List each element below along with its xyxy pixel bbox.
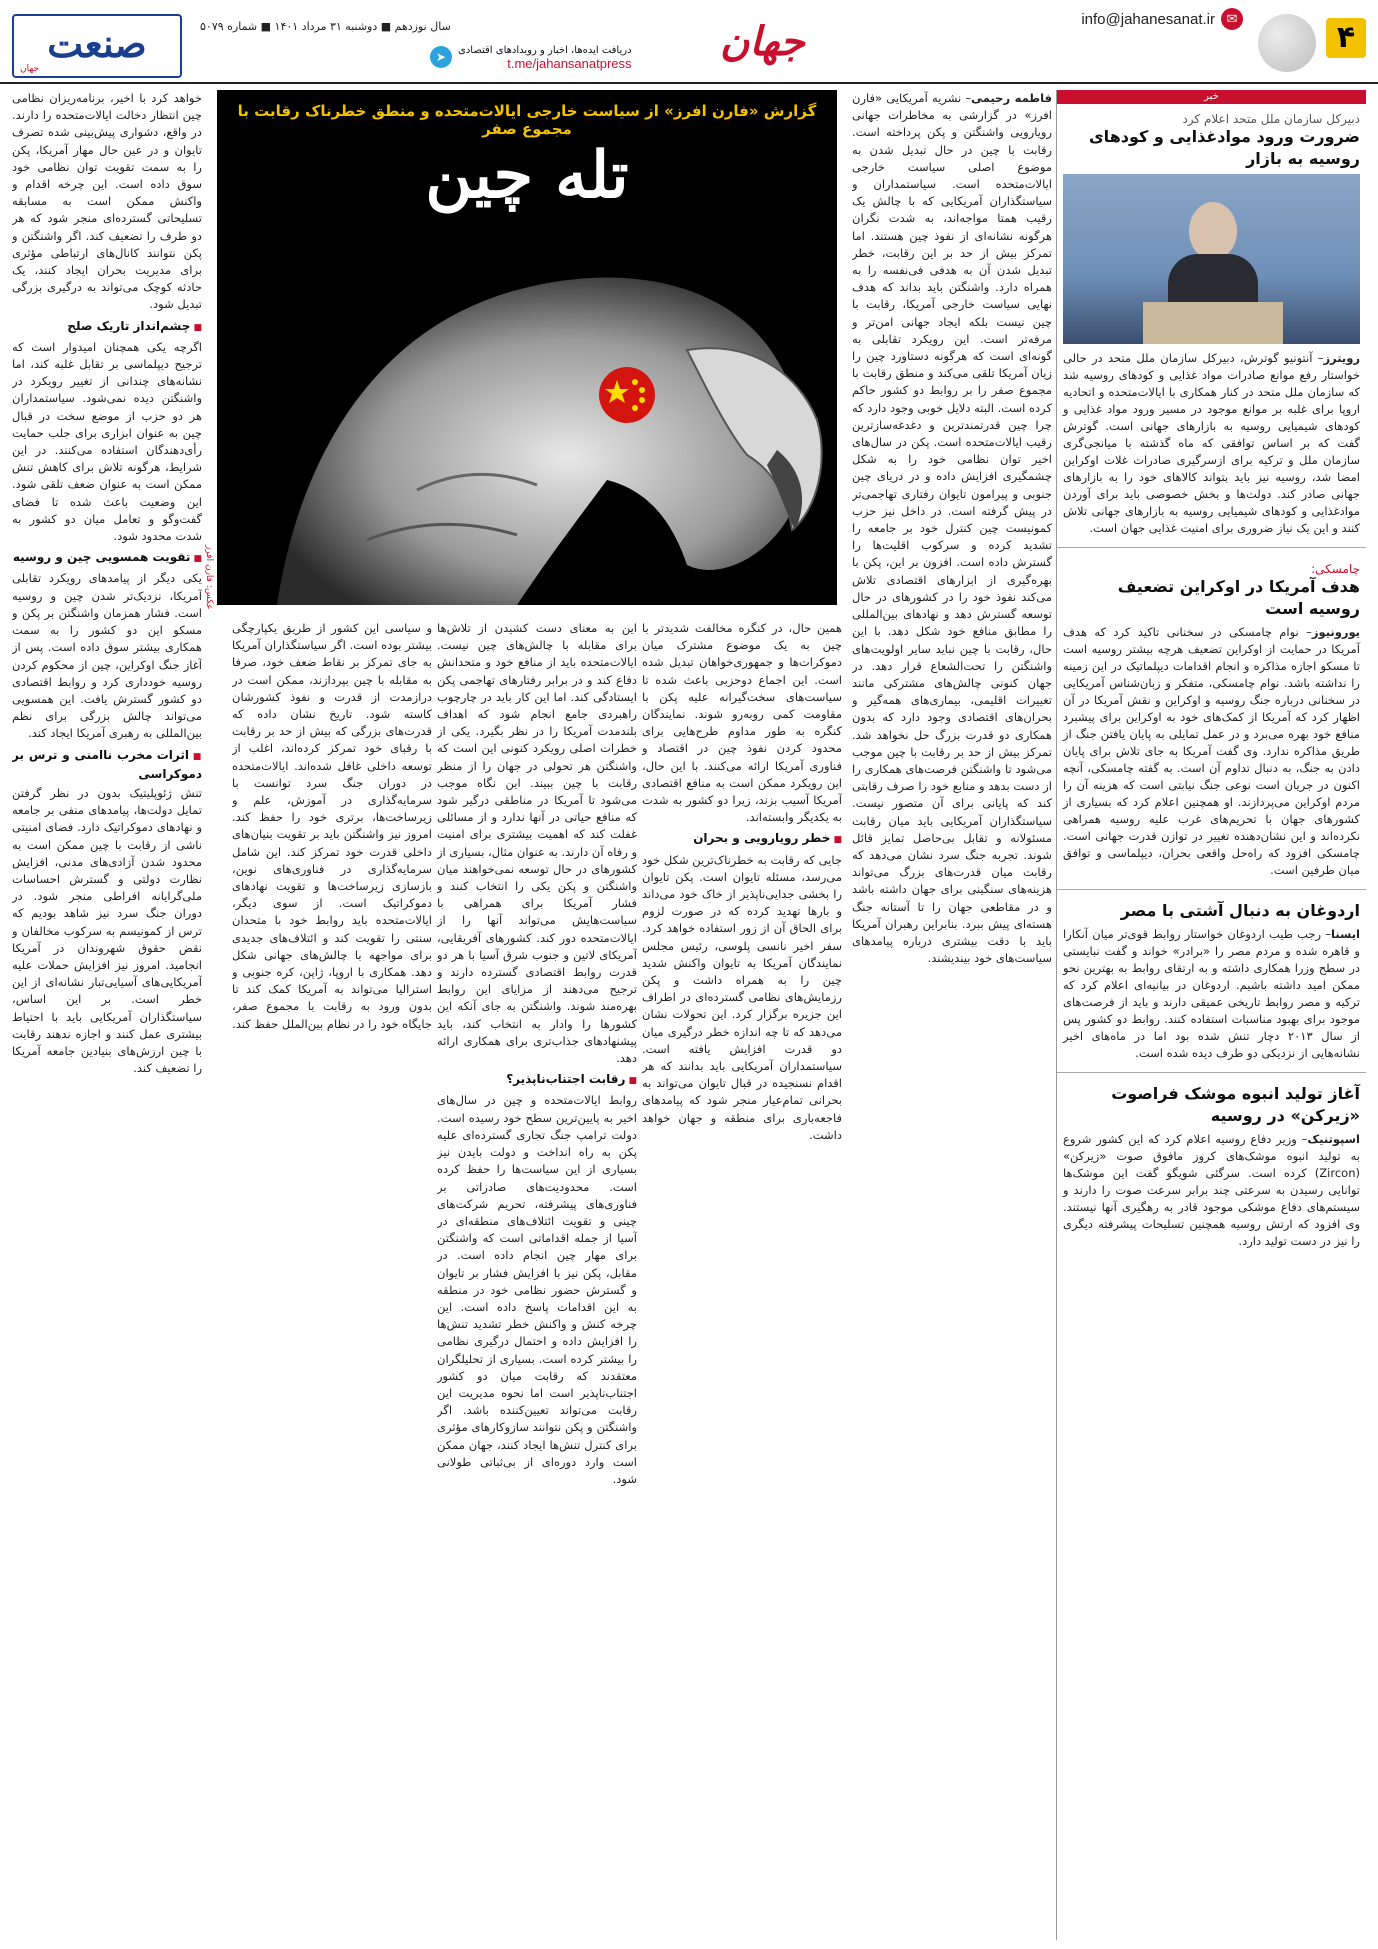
telegram-caption: دریافت ایده‌ها، اخبار و رویدادهای اقتصادی	[458, 45, 632, 56]
story-kicker: دبیرکل سازمان ملل متحد اعلام کرد	[1182, 112, 1360, 126]
column-text: این به معنای دست کشیدن از تلاش‌ها برای مقابله با چالش‌های چین نیست. ایالات‌متحده باید از منافع خود و متحدانش دفاع کند و در برابر رفتارهای تهاجمی پکن ایستادگی کند. اما این کار باید در چارچوب راهبردی جامع انجام شود که اهداف بلندمدت آمریکا را در نظر بگیرد. یکی از خطرات اصلی رویکرد کنونی این است که واشنگتن هر تحولی در جهان را از منظر رقابت با چین ببیند. این نگاه موجب می‌شود تا آمریکا در مناطقی درگیر شود که منافع حیاتی در آنها ندارد و از مسائلی غفلت کند که اهمیت بیشتری برای امنیت و رفاه آن دارند. به عنوان مثال، بسیاری از کشورهای در حال توسعه نمی‌خواهند میان واشنگتن و پکن یکی را انتخاب کنند و فشار آمریکا برای همراهی با سیاست‌هایش می‌تواند آنها را از ایالات‌متحده دور کند. کشورهای آفریقایی، آمریکای لاتین و جنوب شرق آسیا با هر دو قدرت روابط اقتصادی گسترده دارند و ترجیح می‌دهند از مزایای این روابط بهره‌مند شوند. واشنگتن به جای آنکه این کشورها را وادار به انتخاب کند، باید پیشنهادهای جذاب‌تری برای همکاری ارائه دهد.	[437, 621, 637, 1066]
story-title: اردوغان به دنبال آشتی با مصر	[1120, 901, 1360, 920]
guterres-photo	[1063, 174, 1360, 344]
story-kicker: چامسکی:	[1311, 562, 1360, 576]
story-body	[1063, 624, 1360, 879]
page-header	[0, 0, 1378, 84]
red-eye	[599, 367, 655, 423]
story-text: – وزیر دفاع روسیه اعلام کرد که این کشور شروع به تولید انبوه موشک‌های کروز مافوق صوت «زیرکن» (Zircon) کرده است. سرگئی شویگو گفت این موشک‌ها توانایی رسیدن به سرعتی چند برابر سرعت صوت را دارند و سیستم‌های دفاع موشکی موجود قادر به رهگیری آنها نیستند. وی افزود که ارتش روسیه همچنین تسلیحات پیشرفته دیگری را نیز در دست تولید دارد.	[1063, 1132, 1360, 1248]
story-title: هدف آمریکا در اوکراین تضعیف روسیه است	[1117, 577, 1360, 618]
article-column-2	[437, 620, 637, 1850]
column-text: – نشریه آمریکایی «فارن افرز» در گزارشی به مخاطرات جهانی رویارویی واشنگتن و پکن پرداخته است. رقابت با چین در حال تبدیل شدن به موضوع اصلی سیاست خارجی ایالات‌متحده است. سیاستمداران و سیاستگذاران آمریکایی که با چالش یک رقیب همتا مواجه‌اند، به شدت نگران هرگونه نشانه‌ای از نفوذ چین هستند. اما تمرکز بیش از حد بر این رقابت، خطر تبدیل شدن آن به هدفی فی‌نفسه را به همراه دارد. واشنگتن باید بداند که هدف نهایی سیاست خارجی آمریکا، رقابت با چین نیست بلکه ایجاد جهانی امن‌تر و مرفه‌تر است. این رویکرد تقابلی به گونه‌ای است که هرگونه دستاورد چین را زیان آمریکا تلقی می‌کند و منطق رقابت با مجموع صفر را بر روابط دو کشور حاکم کرده است. البته دلایل خوبی وجود دارد که چرا چین قدرتمندترین و دغدغه‌ساز‌ترین رقیب ایالات‌متحده است. پکن در سال‌های اخیر توان نظامی خود را به شکل چشمگیری افزایش داده و در دریای چین جنوبی و پیرامون تایوان رفتاری تهاجمی‌تر در پیش گرفته است. در داخل نیز حزب کمونیست چین کنترل خود بر جامعه را تشدید کرده و سرکوب اقلیت‌ها را گسترش داده است. افزون بر این، پکن با بهره‌گیری از ابزارهای اقتصادی تلاش می‌کند نفوذ خود را در کشورهای در حال توسعه گسترش دهد و نهادهای بین‌المللی را مطابق منافع خود شکل دهد. با این حال، رقابت با چین نباید سایر اولویت‌های واشنگتن را تحت‌الشعاع قرار دهد.	[852, 91, 1052, 673]
subheading: ■ اثرات مخرب ناامنی و ترس بر دموکراسی	[12, 747, 202, 783]
news-story-erdogan	[1057, 896, 1366, 1066]
column-text: اگرچه یکی همچنان امیدوار است که ترجیح دیپلماسی بر تقابل غلبه کند، اما نشانه‌های چندانی از تغییر رویکرد در واشنگتن دیده نمی‌شود. سیاستمداران هر دو حزب از موضع سخت در قبال چین به عنوان ابزاری برای جلب حمایت رأی‌دهندگان استفاده می‌کنند. در این شرایط، هرگونه تلاش برای کاهش تنش ممکن است به عنوان ضعف تلقی شود. این وضعیت باعث شده تا فضای گفت‌وگو و تعامل میان دو کشور به شدت محدود شود.	[12, 339, 202, 544]
spacer	[217, 620, 227, 630]
story-body	[1063, 1131, 1360, 1250]
subheading: ■ تقویت همسویی چین و روسیه	[12, 549, 202, 568]
article-column-1	[852, 90, 1052, 1850]
envelope-icon: ✉	[1221, 8, 1243, 30]
column-text: خواهد کرد با اخیر، برنامه‌ریزان نظامی چین انتظار دخالت ایالات‌متحده را دارند. در واقع، دشواری پیش‌بینی شده تصرف تایوان و در عین حال مهار آمریکا، پکن را به سمت تقویت توان نظامی خود سوق داده است. این چرخه اقدام و واکنش ممکن است به مسابقه تسلیحاتی گسترده‌ای منجر شود که هر دو طرف را تضعیف کند. اگر واشنگتن و پکن نتوانند کانال‌های ارتباطی مؤثری برای مدیریت بحران ایجاد کنند، یک حادثه کوچک می‌تواند به درگیری بزرگی تبدیل شود.	[12, 91, 202, 312]
hero-image	[217, 90, 837, 605]
story-source: اسپوتنیک	[1307, 1132, 1360, 1146]
subheading: ■ خطر رویارویی و بحران	[642, 830, 842, 849]
story-body	[1063, 350, 1360, 537]
article-supertitle: گزارش «فارن افرز» از سیاست خارجی ایالات‌متحده و منطق خطرناک رقابت با مجموع صفر	[237, 102, 817, 138]
logo-text: صنعت	[47, 21, 147, 66]
story-text: – رجب طیب اردوغان خواستار روابط قوی‌تر میان آنکارا و قاهره شده و مردم مصر را «برادر» خواند و گفت نبایستی در سطح وزرا همکاری داشته و به ارتقای روابط به بهترین نحو ممکن امید داشته باشیم. اردوغان در بیانیه‌ای اعلام کرد که ترکیه و مصر روابط تاریخی عمیقی دارند و باید از فرصت‌های موجود برای بهبود مناسبات استفاده کنند. روابط دو کشور پس از سال ۲۰۱۳ دچار تنش شده بود اما در ماه‌های اخیر نشانه‌هایی از نزدیکی دو طرف دیده شده است.	[1063, 927, 1360, 1060]
news-story-un	[1057, 104, 1366, 541]
news-story-zircon	[1057, 1079, 1366, 1254]
column-text: همین حال، در کنگره مخالفت شدیدتر با چین به یک موضوع مشترک میان دموکرات‌ها و جمهوری‌خواهان تبدیل شده است. این اجماع دوحزبی باعث شده تا سیاست‌های سخت‌گیرانه علیه پکن با مقاومت کمی روبه‌رو شوند. نمایندگان کنگره به طور مداوم طرح‌هایی برای محدود کردن نفوذ چین در اقتصاد و فناوری آمریکا ارائه می‌کنند. با این حال، این رویکرد ممکن است به منافع اقتصادی آمریکا آسیب بزند، زیرا دو کشور به شدت به یکدیگر وابسته‌اند.	[642, 621, 842, 825]
news-label: خبر	[1057, 90, 1366, 104]
story-text: – آنتونیو گوترش، دبیرکل سازمان ملل متحد در حالی خواستار رفع موانع صادرات مواد غذایی و کودهای روسیه شد که سازمان ملل متحد در کنار همکاری با ایالات‌متحده و اتحادیه اروپا برای غلبه بر موانع موجود در مسیر ورود مواد غذایی و کودهای شیمیایی روسیه به بازارهای جهانی است. گوترش گفت که بر اساس توافقی که ماه گذشته با میانجی‌گری سازمان ملل و ترکیه برای ازسرگیری صادرات غلات اوکراین امضا شد، روسیه نیز باید بتواند کالاهای خود را به بازارهای جهانی صادر کند. دولت‌ها و بخش خصوصی باید برای آوردن موادغذایی و کودهای شیمیایی روسیه به بازارهای جهانی تلاش کنند و این یک نیاز ضروری برای امنیت غذایی جهان است.	[1063, 351, 1360, 535]
news-sidebar	[1056, 90, 1366, 1940]
story-body	[1063, 926, 1360, 1062]
column-text: یکی دیگر از پیامدهای رویکرد تقابلی آمریکا، نزدیک‌تر شدن چین و روسیه است. فشار همزمان واشنگتن بر پکن و مسکو این دو کشور را به سمت همکاری بیشتر سوق داده است. پس از آغاز جنگ اوکراین، چین از محکوم کردن روسیه خودداری کرد و روابط اقتصادی دو کشور گسترش یافت. این همسویی می‌تواند چالش بزرگی برای نظم بین‌المللی به رهبری آمریکا ایجاد کند.	[12, 571, 202, 741]
article-byline: فاطمه رحیمی	[971, 91, 1052, 105]
divider	[1057, 1072, 1366, 1073]
column-text: روابط ایالات‌متحده و چین در سال‌های اخیر به پایین‌ترین سطح خود رسیده است. دولت ترامپ جنگ تجاری گسترده‌ای علیه پکن به راه انداخت و دولت بایدن نیز بسیاری از این سیاست‌ها را حفظ کرده است. محدودیت‌های صادراتی بر فناوری‌های پیشرفته، تحریم شرکت‌های چینی و تقویت ائتلاف‌های منطقه‌ای در آسیا از جمله اقداماتی است که واشنگتن برای مهار چین انجام داده است. در مقابل، پکن نیز با افزایش فشار بر تایوان و گسترش حضور نظامی خود در منطقه به این اقدامات پاسخ داده است. این چرخه کنش و واکنش خطر تشدید تنش‌ها را افزایش داده و احتمال درگیری نظامی را بیشتر کرده است. بسیاری از تحلیلگران معتقدند که رقابت میان دو کشور اجتناب‌ناپذیر است اما نحوه مدیریت این رقابت می‌تواند تعیین‌کننده باشد. اگر واشنگتن و پکن نتوانند سازوکارهای مؤثری برای کنترل تنش‌ها ایجاد کنند، جهان ممکن است وارد دوره‌ای از بی‌ثباتی طولانی شود.	[437, 1093, 637, 1486]
issue-info: سال نوزدهم ■ دوشنبه ۳۱ مرداد ۱۴۰۱ ■ شماره ۵۰۷۹	[200, 20, 451, 33]
podium-shape	[1143, 302, 1283, 344]
email-text[interactable]: info@jahanesanat.ir	[1081, 10, 1215, 28]
telegram-promo[interactable]	[430, 44, 632, 70]
divider	[1057, 547, 1366, 548]
globe-icon	[1258, 14, 1316, 72]
email-contact[interactable]	[1081, 8, 1243, 30]
article-column-6	[12, 90, 202, 1850]
story-source: ایسنا	[1331, 927, 1360, 941]
page-number: ۴	[1326, 18, 1366, 58]
article-column-4	[642, 620, 842, 1850]
telegram-link[interactable]: t.me/jahansanatpress	[507, 56, 632, 71]
story-source: رویترز	[1323, 351, 1360, 365]
column-text: تنش ژئوپلیتیک بدون در نظر گرفتن تمایل دولت‌ها، پیامدهای منفی بر جامعه و نهادهای دموکراتیک دارد. فضای امنیتی ناشی از رقابت با چین ممکن است به محدود شدن آزادی‌های مدنی، افزایش نظارت دولتی و گسترش احساسات ملی‌گرایانه افراطی منجر شود. در دوران جنگ سرد نیز شاهد بودیم که ترس از کمونیسم به سرکوب مخالفان و نقض حقوق شهروندان در آمریکا انجامید. امروز نیز افزایش حملات علیه آمریکایی‌های آسیایی‌تبار نشانه‌ای از این خطر است. بر این اساس، سیاستگذاران آمریکایی باید با احتیاط بیشتری عمل کنند و اجازه ندهند رقابت با چین ارزش‌های بنیادین جامعه آمریکا را تضعیف کند.	[12, 785, 202, 1076]
story-source: یورونیوز	[1311, 625, 1360, 639]
news-story-chomsky	[1057, 554, 1366, 883]
article-column-3	[232, 620, 432, 1850]
subheading: ■ چشم‌انداز تاریک صلح	[12, 318, 202, 337]
logo-subtext: جهان	[20, 64, 40, 74]
newspaper-logo	[12, 14, 182, 78]
column-text: و سیاسی این کشور از طریق یکپارچگی بیشتر بوده است. اگر سیاستگذاران آمریکا به جای تمرکز بر نقاط ضعف خود، صرفا به مقابله با چین بپردازند، ممکن است در درازمدت از قدرت و نفوذ کشورشان کاسته شود. تاریخ نشان داده که قدرت‌های بزرگی که بیش از حد بر رقابت با رقبای خود تمرکز کرده‌اند، اغلب از توسعه داخلی غافل شده‌اند. ایالات‌متحده در دوران جنگ سرد توانست با سرمایه‌گذاری در آموزش، علم و زیرساخت‌ها، برتری خود را حفظ کند. امروز نیز واشنگتن باید بر تقویت بنیان‌های داخلی قدرت خود تمرکز کند. این شامل سرمایه‌گذاری در فناوری‌های نوین، بازسازی زیرساخت‌ها و تقویت نهادهای دموکراتیک است. از سوی دیگر، ایالات‌متحده باید روابط خود با متحدان سنتی را تقویت کند و ائتلاف‌های جدیدی برای مواجهه با چالش‌های جهانی شکل دهد. همکاری با اروپا، ژاپن، کره جنوبی و استرالیا می‌تواند به آمریکا کمک کند تا بدون ورود به رقابت با مجموع صفر، جایگاه خود را در نظام بین‌الملل حفظ کند.	[232, 621, 432, 1031]
column-text: جایی که رقابت به خطرناک‌ترین شکل خود می‌رسد، مسئله تایوان است. پکن تایوان را بخشی جدایی‌ناپذیر از خاک خود می‌داند و بارها تهدید کرده که در صورت لزوم برای الحاق آن از زور استفاده خواهد کرد. سفر اخیر نانسی پلوسی، رئیس مجلس نمایندگان آمریکا به تایوان واکنش شدید چین را به همراه داشت و پکن رزمایش‌های نظامی گسترده‌ای در اطراف این جزیره برگزار کرد. این تحولات نشان می‌دهد که تا چه اندازه خطر درگیری میان دو قدرت افزایش یافته است. سیاستمداران آمریکایی باید بدانند که هر اقدام نسنجیده در قبال تایوان می‌تواند به بحرانی تمام‌عیار منجر شود که پیامدهای فاجعه‌باری برای منطقه و جهان خواهد داشت.	[642, 852, 842, 1142]
subheading: ■ رقابت اجتناب‌ناپذیر؟	[437, 1071, 637, 1090]
section-title: جهان	[720, 18, 805, 65]
photo-credit: عکس: فارن افرز	[204, 545, 214, 610]
column-text: در جهان کنونی چالش‌های مشترکی مانند تغییرات اقلیمی، بیماری‌های همه‌گیر و بحران‌های اقتصادی وجود دارد که بدون همکاری دو قدرت بزرگ حل نخواهد شد. تمرکز بیش از حد بر رقابت با چین موجب می‌شود تا واشنگتن فرصت‌های همکاری را از دست بدهد و منابع خود را صرف رقابتی کند که پایانی برای آن متصور نیست. سیاستگذاران آمریکایی باید میان رقابت مسئولانه و تقابل بی‌حاصل تمایز قائل شوند. تجربه جنگ سرد نشان می‌دهد که رقابت میان قدرت‌های بزرگ می‌تواند هزینه‌های سنگینی برای جهان داشته باشد و در مقاطعی جهان را تا آستانه جنگ هسته‌ای پیش ببرد. بنابراین رهبران آمریکا باید با دقت بیشتری درباره پیامدهای سیاست‌های خود بیندیشند.	[852, 658, 1052, 966]
article-title: تله چین	[425, 138, 629, 213]
story-text: – نوام چامسکی در سخنانی تاکید کرد که هدف آمریکا در حمایت از اوکراین تضعیف هرچه بیشتر روسیه است تا مسکو اجازه مذاکره و انجام اقدامات دیپلماتیک در این زمینه را نداشته باشد. نوام چامسکی، متفکر و زبان‌شناس آمریکایی در سخنانی درباره جنگ روسیه و اوکراین و نقش آمریکا در آن اظهار کرد که آمریکا از کمک‌های خود به اوکراین برای پیشبرد منافع خود بهره می‌برد و در عمل تمایلی به پایان یافتن جنگ از طریق مذاکره ندارد. وی گفت آمریکا به جای تلاش برای پایان دادن به جنگ، به دنبال تداوم آن است. به گفته چامسکی، آنچه اکنون در جریان است نوعی جنگ نیابتی است که هزینه آن را مردم اوکراین می‌پردازند. او همچنین اعلام کرد که بسیاری از کشورهای جهان با تحریم‌های غرب علیه روسیه همراهی نکرده‌اند و این نشان‌دهنده تغییر در توازن قدرت جهانی است. چامسکی افزود که راه‌حل واقعی بحران، دیپلماسی و توافق میان طرفین است.	[1063, 625, 1360, 877]
divider	[1057, 889, 1366, 890]
telegram-icon: ➤	[430, 46, 452, 68]
story-title: آغاز تولید انبوه موشک فراصوت «زیرکن» در روسیه	[1111, 1084, 1360, 1125]
main-article	[12, 90, 1052, 1940]
story-title: ضرورت ورود موادغذایی و کودهای روسیه به بازار	[1089, 127, 1360, 168]
